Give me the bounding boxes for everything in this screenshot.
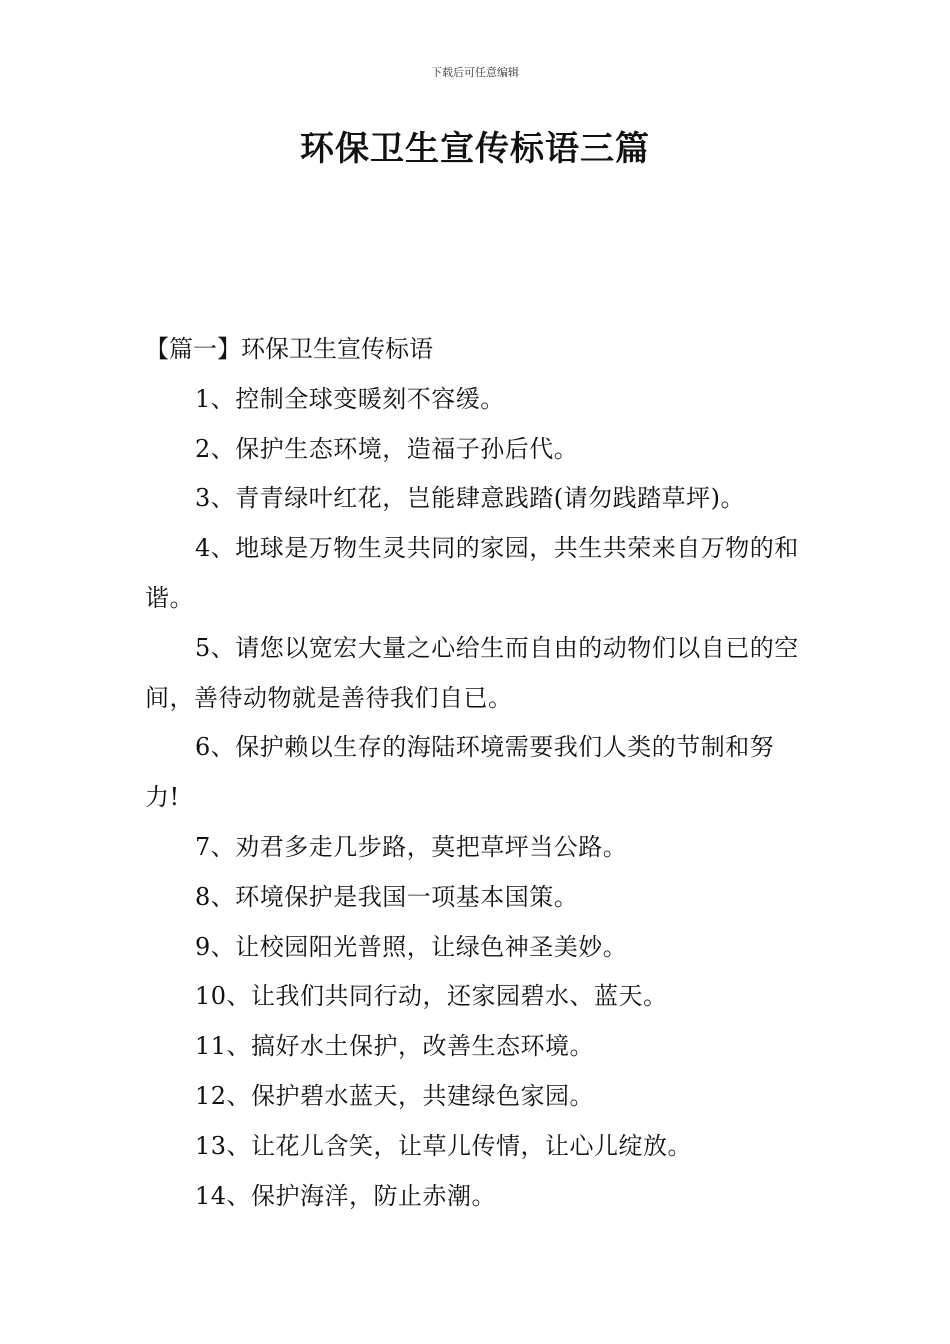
section-heading: 【篇一】环保卫生宣传标语 — [145, 335, 433, 363]
list-item: 12、保护碧水蓝天，共建绿色家园。 — [195, 1081, 595, 1110]
list-item: 4、地球是万物生灵共同的家园，共生共荣来自万物的和谐。 — [145, 534, 799, 612]
list-item: 10、让我们共同行动，还家园碧水、蓝天。 — [195, 982, 668, 1011]
document-body — [145, 325, 807, 1221]
list-item: 8、环境保护是我国一项基本国策。 — [195, 882, 579, 911]
list-item: 2、保护生态环境，造福子孙后代。 — [195, 434, 579, 463]
list-item: 13、让花儿含笑，让草儿传情，让心儿绽放。 — [195, 1131, 693, 1160]
list-item: 5、请您以宽宏大量之心给生而自由的动物们以自已的空间，善待动物就是善待我们自已。 — [145, 633, 799, 712]
list-item: 3、青青绿叶红花，岂能肆意践踏(请勿践踏草坪)。 — [195, 484, 745, 513]
list-item: 7、劝君多走几步路，莫把草坪当公路。 — [195, 832, 628, 861]
list-item: 1、控制全球变暖刻不容缓。 — [195, 384, 505, 413]
document-title: 环保卫生宣传标语三篇 — [300, 129, 650, 169]
page-header-note: 下载后可任意编辑 — [431, 66, 519, 79]
list-item: 6、保护赖以生存的海陆环境需要我们人类的节制和努力! — [145, 733, 775, 812]
list-item: 14、保护海洋，防止赤潮。 — [195, 1181, 497, 1210]
list-item: 11、搞好水土保护，改善生态环境。 — [195, 1032, 595, 1061]
list-item: 9、让校园阳光普照，让绿色神圣美妙。 — [195, 932, 628, 961]
